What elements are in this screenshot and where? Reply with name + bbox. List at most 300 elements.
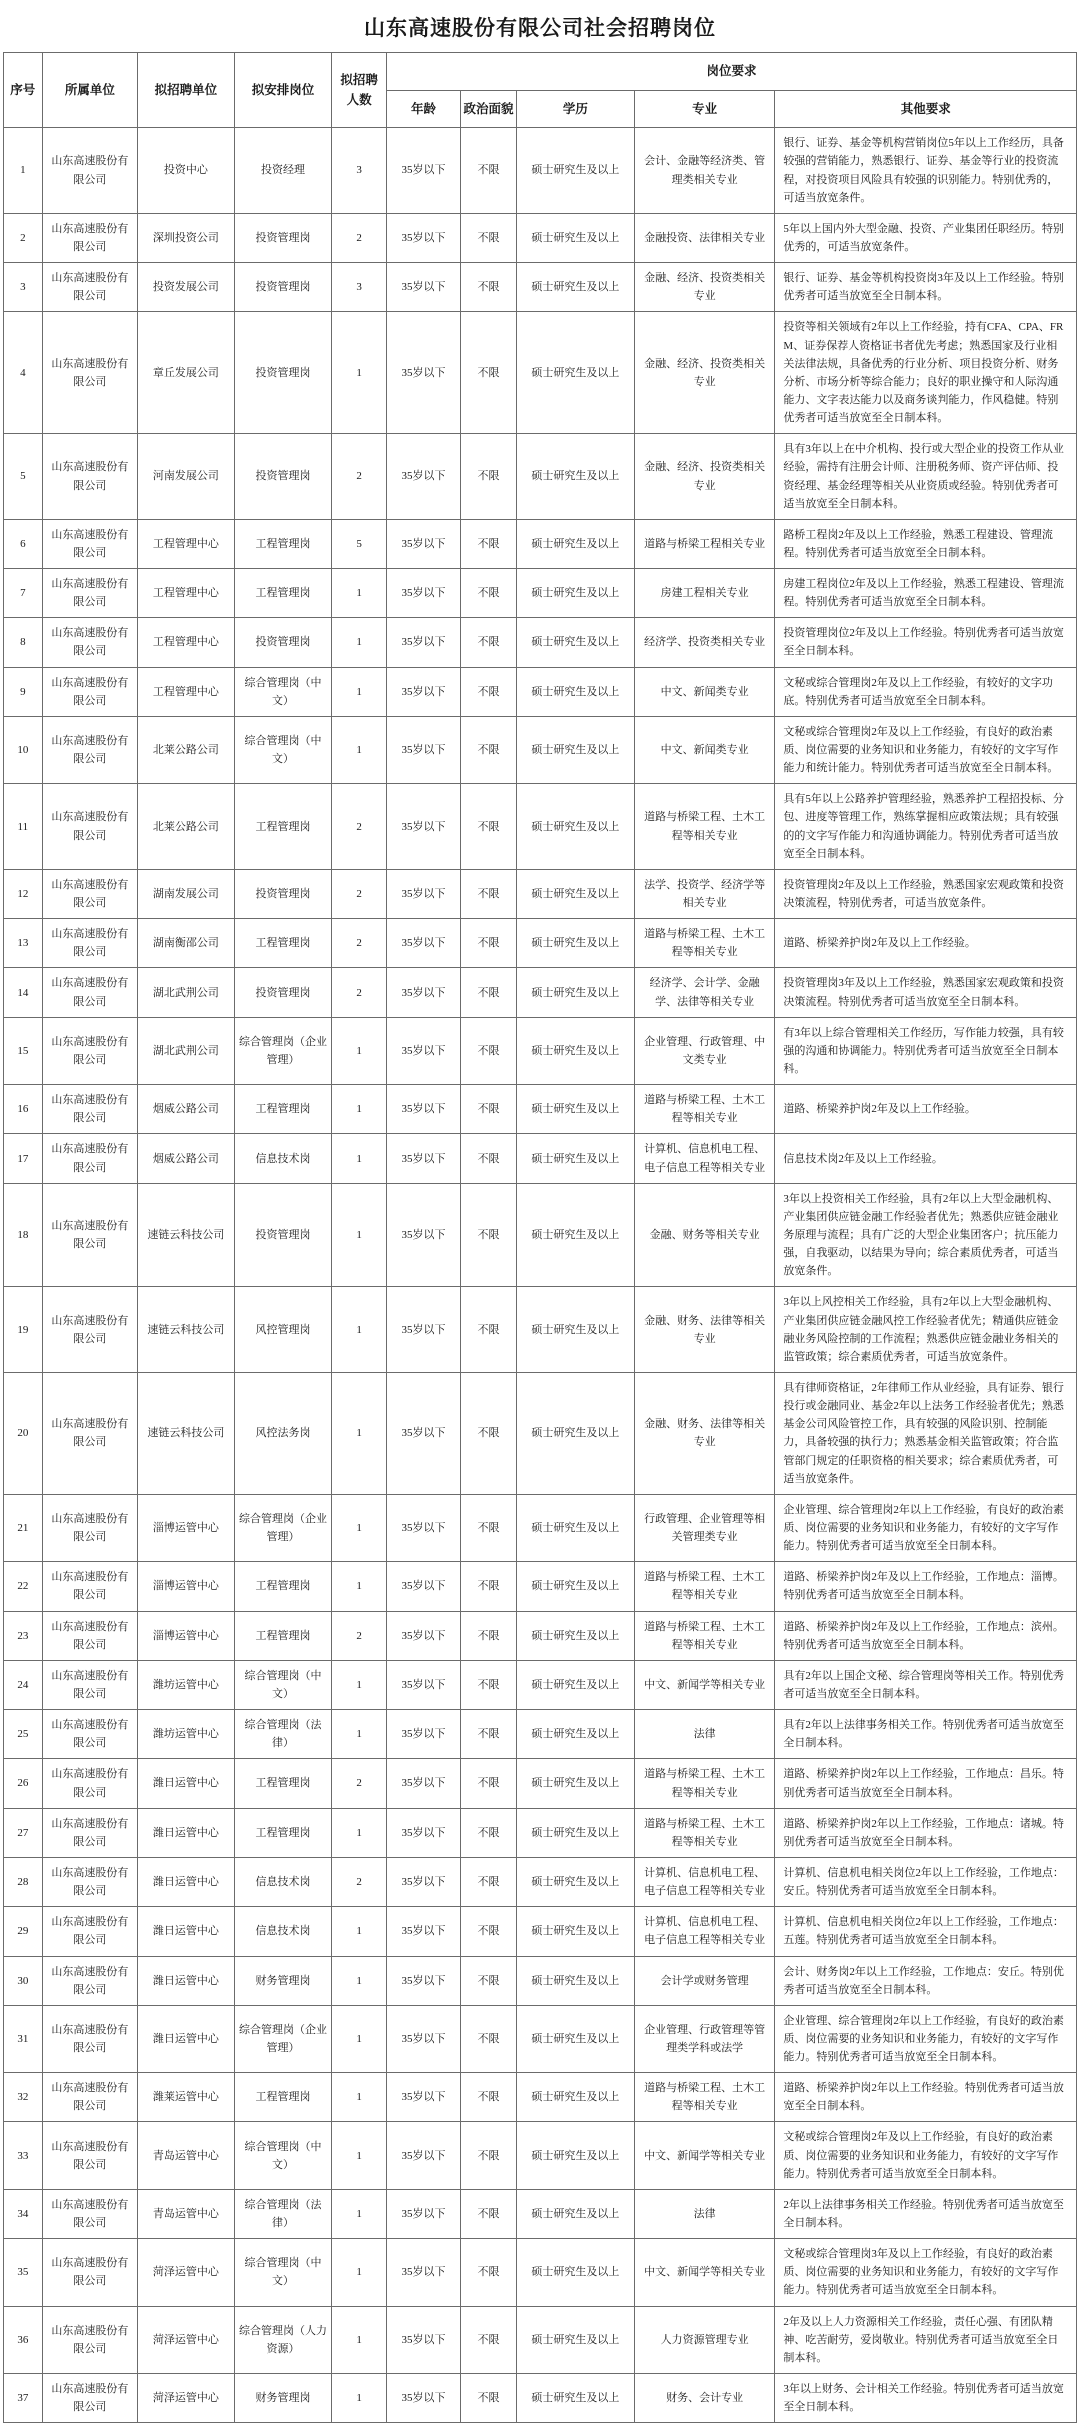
cell-count: 1 — [332, 1372, 387, 1494]
cell-unit: 潍坊运管中心 — [138, 1710, 235, 1759]
cell-age: 35岁以下 — [387, 1372, 461, 1494]
cell-count: 2 — [332, 968, 387, 1017]
table-header — [4, 53, 1077, 128]
cell-count: 1 — [332, 2306, 387, 2373]
cell-political: 不限 — [461, 1562, 517, 1611]
cell-political: 不限 — [461, 1956, 517, 2005]
cell-seq: 7 — [4, 569, 43, 618]
cell-seq: 23 — [4, 1611, 43, 1660]
cell-major: 道路与桥梁工程、土木工程等相关专业 — [634, 1562, 775, 1611]
column-header-requirements-group: 岗位要求 — [387, 53, 1077, 91]
table-row — [4, 919, 1077, 968]
cell-age: 35岁以下 — [387, 919, 461, 968]
table-row — [4, 1660, 1077, 1709]
cell-education: 硕士研究生及以上 — [516, 618, 634, 667]
cell-seq: 24 — [4, 1660, 43, 1709]
cell-major: 财务、会计专业 — [634, 2374, 775, 2423]
cell-other-requirements: 道路、桥梁养护岗2年以上工作经验，工作地点：诸城。特别优秀者可适当放宽至全日制本科。 — [775, 1808, 1077, 1857]
cell-count: 5 — [332, 519, 387, 568]
cell-political: 不限 — [461, 1372, 517, 1494]
cell-position: 综合管理岗（中文） — [234, 1660, 332, 1709]
cell-other-requirements: 银行、证券、基金等机构营销岗位5年以上工作经历，具备较强的营销能力，熟悉银行、证券、基金等行业的投资流程，对投资项目风险具有较强的识别能力。特别优秀的，可适当放宽条件。 — [775, 128, 1077, 214]
cell-org: 山东高速股份有限公司 — [42, 434, 137, 520]
cell-major: 中文、新闻类专业 — [634, 667, 775, 716]
cell-major: 道路与桥梁工程、土木工程等相关专业 — [634, 2073, 775, 2122]
cell-other-requirements: 5年以上国内外大型金融、投资、产业集团任职经历。特别优秀的，可适当放宽条件。 — [775, 213, 1077, 262]
cell-org: 山东高速股份有限公司 — [42, 2122, 137, 2189]
cell-org: 山东高速股份有限公司 — [42, 1562, 137, 1611]
cell-unit: 工程管理中心 — [138, 519, 235, 568]
cell-age: 35岁以下 — [387, 618, 461, 667]
cell-other-requirements: 房建工程岗位2年及以上工作经验，熟悉工程建设、管理流程。特别优秀者可适当放宽至全日制本科。 — [775, 569, 1077, 618]
cell-position: 投资管理岗 — [234, 618, 332, 667]
cell-seq: 13 — [4, 919, 43, 968]
cell-unit: 北莱公路公司 — [138, 784, 235, 870]
cell-org: 山东高速股份有限公司 — [42, 667, 137, 716]
table-row — [4, 2306, 1077, 2373]
cell-unit: 菏泽运管中心 — [138, 2306, 235, 2373]
cell-age: 35岁以下 — [387, 1183, 461, 1287]
cell-education: 硕士研究生及以上 — [516, 1710, 634, 1759]
cell-other-requirements: 3年以上风控相关工作经验，具有2年以上大型金融机构、产业集团供应链金融风控工作经验者优先；精通供应链金融业务风险控制的工作流程；熟悉供应链金融业务相关的监管政策；综合素质优秀者，可适当放宽条件。 — [775, 1287, 1077, 1373]
cell-major: 道路与桥梁工程、土木工程等相关专业 — [634, 1085, 775, 1134]
cell-education: 硕士研究生及以上 — [516, 1494, 634, 1561]
cell-unit: 湖南发展公司 — [138, 869, 235, 918]
cell-education: 硕士研究生及以上 — [516, 569, 634, 618]
cell-unit: 速链云科技公司 — [138, 1372, 235, 1494]
cell-political: 不限 — [461, 263, 517, 312]
cell-education: 硕士研究生及以上 — [516, 1183, 634, 1287]
cell-position: 信息技术岗 — [234, 1134, 332, 1183]
cell-education: 硕士研究生及以上 — [516, 1857, 634, 1906]
cell-education: 硕士研究生及以上 — [516, 2122, 634, 2189]
cell-political: 不限 — [461, 667, 517, 716]
cell-count: 2 — [332, 1611, 387, 1660]
cell-education: 硕士研究生及以上 — [516, 667, 634, 716]
cell-count: 2 — [332, 919, 387, 968]
cell-age: 35岁以下 — [387, 2122, 461, 2189]
cell-other-requirements: 具有3年以上在中介机构、投行或大型企业的投资工作从业经验，需持有注册会计师、注册税务师、资产评估师、投资经理、基金经理等相关从业资质或经验。特别优秀者可适当放宽至全日制本科。 — [775, 434, 1077, 520]
table-row — [4, 1017, 1077, 1084]
table-row — [4, 1611, 1077, 1660]
cell-position: 工程管理岗 — [234, 569, 332, 618]
cell-count: 2 — [332, 1857, 387, 1906]
cell-org: 山东高速股份有限公司 — [42, 1660, 137, 1709]
cell-other-requirements: 具有5年以上公路养护管理经验，熟悉养护工程招投标、分包、进度等管理工作，熟练掌握相应政策法规；具有较强的的文字写作能力和沟通协调能力。特别优秀者可适当放宽至全日制本科。 — [775, 784, 1077, 870]
cell-unit: 潍日运管中心 — [138, 1857, 235, 1906]
cell-political: 不限 — [461, 569, 517, 618]
cell-unit: 深圳投资公司 — [138, 213, 235, 262]
cell-age: 35岁以下 — [387, 128, 461, 214]
cell-seq: 12 — [4, 869, 43, 918]
cell-unit: 菏泽运管中心 — [138, 2239, 235, 2306]
cell-age: 35岁以下 — [387, 2239, 461, 2306]
table-row — [4, 1710, 1077, 1759]
cell-major: 金融、经济、投资类相关专业 — [634, 312, 775, 434]
cell-position: 投资管理岗 — [234, 1183, 332, 1287]
cell-political: 不限 — [461, 1808, 517, 1857]
cell-major: 道路与桥梁工程、土木工程等相关专业 — [634, 919, 775, 968]
cell-major: 会计学或财务管理 — [634, 1956, 775, 2005]
cell-education: 硕士研究生及以上 — [516, 1907, 634, 1956]
cell-education: 硕士研究生及以上 — [516, 263, 634, 312]
cell-other-requirements: 企业管理、综合管理岗2年以上工作经验，有良好的政治素质、岗位需要的业务知识和业务能力，有较好的文字写作能力。特别优秀者可适当放宽至全日制本科。 — [775, 1494, 1077, 1561]
column-header-other: 其他要求 — [775, 90, 1077, 128]
cell-age: 35岁以下 — [387, 1017, 461, 1084]
cell-political: 不限 — [461, 1134, 517, 1183]
cell-unit: 淄博运管中心 — [138, 1494, 235, 1561]
cell-unit: 投资中心 — [138, 128, 235, 214]
cell-seq: 19 — [4, 1287, 43, 1373]
cell-position: 信息技术岗 — [234, 1857, 332, 1906]
cell-position: 风控管理岗 — [234, 1287, 332, 1373]
cell-seq: 35 — [4, 2239, 43, 2306]
cell-other-requirements: 银行、证券、基金等机构投资岗3年及以上工作经验。特别优秀者可适当放宽至全日制本科。 — [775, 263, 1077, 312]
cell-unit: 湖南衡邵公司 — [138, 919, 235, 968]
cell-unit: 青岛运管中心 — [138, 2189, 235, 2238]
cell-count: 1 — [332, 716, 387, 783]
cell-count: 1 — [332, 618, 387, 667]
column-header-count: 拟招聘人数 — [332, 53, 387, 128]
cell-seq: 14 — [4, 968, 43, 1017]
cell-major: 计算机、信息机电工程、电子信息工程等相关专业 — [634, 1134, 775, 1183]
cell-position: 工程管理岗 — [234, 1808, 332, 1857]
cell-org: 山东高速股份有限公司 — [42, 213, 137, 262]
cell-education: 硕士研究生及以上 — [516, 1085, 634, 1134]
cell-education: 硕士研究生及以上 — [516, 213, 634, 262]
table-row — [4, 1808, 1077, 1857]
cell-count: 2 — [332, 784, 387, 870]
column-header-education: 学历 — [516, 90, 634, 128]
cell-org: 山东高速股份有限公司 — [42, 1808, 137, 1857]
cell-unit: 潍坊运管中心 — [138, 1660, 235, 1709]
cell-major: 法学、投资学、经济学等相关专业 — [634, 869, 775, 918]
cell-major: 行政管理、企业管理等相关管理类专业 — [634, 1494, 775, 1561]
table-row — [4, 968, 1077, 1017]
cell-org: 山东高速股份有限公司 — [42, 1857, 137, 1906]
cell-major: 经济学、投资类相关专业 — [634, 618, 775, 667]
cell-education: 硕士研究生及以上 — [516, 1759, 634, 1808]
cell-org: 山东高速股份有限公司 — [42, 569, 137, 618]
table-row — [4, 1907, 1077, 1956]
cell-org: 山东高速股份有限公司 — [42, 784, 137, 870]
table-row — [4, 1759, 1077, 1808]
cell-political: 不限 — [461, 2306, 517, 2373]
table-row — [4, 1494, 1077, 1561]
cell-org: 山东高速股份有限公司 — [42, 312, 137, 434]
cell-major: 道路与桥梁工程、土木工程等相关专业 — [634, 784, 775, 870]
cell-count: 1 — [332, 1085, 387, 1134]
cell-major: 金融、经济、投资类相关专业 — [634, 263, 775, 312]
cell-position: 综合管理岗（中文） — [234, 2122, 332, 2189]
cell-unit: 速链云科技公司 — [138, 1287, 235, 1373]
cell-major: 房建工程相关专业 — [634, 569, 775, 618]
cell-unit: 工程管理中心 — [138, 667, 235, 716]
cell-position: 工程管理岗 — [234, 919, 332, 968]
cell-major: 道路与桥梁工程、土木工程等相关专业 — [634, 1808, 775, 1857]
cell-age: 35岁以下 — [387, 213, 461, 262]
cell-political: 不限 — [461, 519, 517, 568]
cell-seq: 5 — [4, 434, 43, 520]
cell-position: 综合管理岗（中文） — [234, 2239, 332, 2306]
table-row — [4, 312, 1077, 434]
cell-other-requirements: 具有律师资格证，2年律师工作从业经验，具有证券、银行投行或金融同业、基金2年以上法务工作经验者优先；熟悉基金公司风险管控工作，具有较强的风险识别、控制能力，具备较强的执行力；熟悉基金相关监管政策；符合监管部门规定的任职资格的相关要求；综合素质优秀者，可适当放宽条件。 — [775, 1372, 1077, 1494]
cell-education: 硕士研究生及以上 — [516, 434, 634, 520]
cell-age: 35岁以下 — [387, 667, 461, 716]
cell-other-requirements: 道路、桥梁养护岗2年及以上工作经验。 — [775, 1085, 1077, 1134]
cell-major: 企业管理、行政管理等管理类学科或法学 — [634, 2005, 775, 2072]
cell-political: 不限 — [461, 1759, 517, 1808]
cell-political: 不限 — [461, 2122, 517, 2189]
cell-unit: 菏泽运管中心 — [138, 2374, 235, 2423]
cell-major: 中文、新闻类专业 — [634, 716, 775, 783]
cell-major: 会计、金融等经济类、管理类相关专业 — [634, 128, 775, 214]
table-row — [4, 434, 1077, 520]
table-row — [4, 1085, 1077, 1134]
cell-seq: 29 — [4, 1907, 43, 1956]
cell-position: 投资管理岗 — [234, 263, 332, 312]
cell-political: 不限 — [461, 1611, 517, 1660]
cell-count: 1 — [332, 1017, 387, 1084]
cell-political: 不限 — [461, 1907, 517, 1956]
cell-other-requirements: 投资等相关领域有2年以上工作经验，持有CFA、CPA、FRM、证券保荐人资格证书者优先考虑；熟悉国家及行业相关法律法规，具备优秀的行业分析、项目投资分析、财务分析、市场分析等综合能力；良好的职业操守和人际沟通能力、文字表达能力以及商务谈判能力，作风稳健。特别优秀者可适当放宽至全日制本科。 — [775, 312, 1077, 434]
cell-seq: 28 — [4, 1857, 43, 1906]
cell-count: 3 — [332, 128, 387, 214]
cell-unit: 湖北武荆公司 — [138, 968, 235, 1017]
cell-education: 硕士研究生及以上 — [516, 1562, 634, 1611]
cell-unit: 章丘发展公司 — [138, 312, 235, 434]
cell-unit: 河南发展公司 — [138, 434, 235, 520]
cell-major: 企业管理、行政管理、中文类专业 — [634, 1017, 775, 1084]
cell-education: 硕士研究生及以上 — [516, 128, 634, 214]
cell-political: 不限 — [461, 716, 517, 783]
cell-position: 工程管理岗 — [234, 1611, 332, 1660]
cell-seq: 11 — [4, 784, 43, 870]
cell-seq: 25 — [4, 1710, 43, 1759]
cell-count: 1 — [332, 312, 387, 434]
cell-count: 1 — [332, 667, 387, 716]
cell-education: 硕士研究生及以上 — [516, 968, 634, 1017]
cell-position: 投资经理 — [234, 128, 332, 214]
table-row — [4, 213, 1077, 262]
cell-age: 35岁以下 — [387, 1562, 461, 1611]
cell-other-requirements: 具有2年以上法律事务相关工作。特别优秀者可适当放宽至全日制本科。 — [775, 1710, 1077, 1759]
cell-position: 投资管理岗 — [234, 869, 332, 918]
cell-count: 2 — [332, 213, 387, 262]
cell-position: 工程管理岗 — [234, 784, 332, 870]
cell-org: 山东高速股份有限公司 — [42, 919, 137, 968]
cell-seq: 16 — [4, 1085, 43, 1134]
cell-age: 35岁以下 — [387, 1134, 461, 1183]
cell-political: 不限 — [461, 434, 517, 520]
cell-other-requirements: 道路、桥梁养护岗2年以上工作经验。特别优秀者可适当放宽至全日制本科。 — [775, 2073, 1077, 2122]
column-header-major: 专业 — [634, 90, 775, 128]
cell-political: 不限 — [461, 968, 517, 1017]
cell-position: 工程管理岗 — [234, 1759, 332, 1808]
table-row — [4, 2374, 1077, 2423]
cell-seq: 15 — [4, 1017, 43, 1084]
cell-seq: 21 — [4, 1494, 43, 1561]
cell-seq: 22 — [4, 1562, 43, 1611]
cell-age: 35岁以下 — [387, 312, 461, 434]
cell-position: 投资管理岗 — [234, 434, 332, 520]
cell-count: 1 — [332, 1710, 387, 1759]
cell-other-requirements: 道路、桥梁养护岗2年及以上工作经验，工作地点：淄博。特别优秀者可适当放宽至全日制本科。 — [775, 1562, 1077, 1611]
cell-org: 山东高速股份有限公司 — [42, 2189, 137, 2238]
cell-political: 不限 — [461, 869, 517, 918]
cell-org: 山东高速股份有限公司 — [42, 1183, 137, 1287]
cell-other-requirements: 投资管理岗2年及以上工作经验，熟悉国家宏观政策和投资决策流程，特别优秀者，可适当放宽条件。 — [775, 869, 1077, 918]
cell-political: 不限 — [461, 784, 517, 870]
cell-political: 不限 — [461, 618, 517, 667]
cell-position: 综合管理岗（企业管理） — [234, 1017, 332, 1084]
cell-other-requirements: 路桥工程岗2年及以上工作经验，熟悉工程建设、管理流程。特别优秀者可适当放宽至全日制本科。 — [775, 519, 1077, 568]
table-row — [4, 2239, 1077, 2306]
cell-count: 2 — [332, 1759, 387, 1808]
cell-age: 35岁以下 — [387, 1710, 461, 1759]
cell-age: 35岁以下 — [387, 569, 461, 618]
cell-unit: 速链云科技公司 — [138, 1183, 235, 1287]
cell-unit: 烟威公路公司 — [138, 1085, 235, 1134]
cell-education: 硕士研究生及以上 — [516, 716, 634, 783]
cell-political: 不限 — [461, 1287, 517, 1373]
cell-org: 山东高速股份有限公司 — [42, 1287, 137, 1373]
cell-age: 35岁以下 — [387, 434, 461, 520]
cell-age: 35岁以下 — [387, 1857, 461, 1906]
cell-education: 硕士研究生及以上 — [516, 1611, 634, 1660]
cell-education: 硕士研究生及以上 — [516, 312, 634, 434]
column-header-seq: 序号 — [4, 53, 43, 128]
cell-age: 35岁以下 — [387, 1660, 461, 1709]
table-row — [4, 1183, 1077, 1287]
cell-political: 不限 — [461, 1857, 517, 1906]
cell-seq: 2 — [4, 213, 43, 262]
table-row — [4, 869, 1077, 918]
cell-count: 1 — [332, 1808, 387, 1857]
cell-seq: 26 — [4, 1759, 43, 1808]
cell-org: 山东高速股份有限公司 — [42, 2005, 137, 2072]
cell-position: 综合管理岗（法律） — [234, 2189, 332, 2238]
cell-unit: 潍莱运管中心 — [138, 2073, 235, 2122]
cell-major: 中文、新闻学等相关专业 — [634, 1660, 775, 1709]
cell-education: 硕士研究生及以上 — [516, 1134, 634, 1183]
cell-seq: 37 — [4, 2374, 43, 2423]
cell-count: 1 — [332, 2005, 387, 2072]
cell-age: 35岁以下 — [387, 1611, 461, 1660]
cell-count: 1 — [332, 2073, 387, 2122]
cell-other-requirements: 道路、桥梁养护岗2年及以上工作经验。 — [775, 919, 1077, 968]
cell-position: 综合管理岗（中文） — [234, 667, 332, 716]
cell-position: 信息技术岗 — [234, 1907, 332, 1956]
table-row — [4, 667, 1077, 716]
cell-org: 山东高速股份有限公司 — [42, 1494, 137, 1561]
cell-org: 山东高速股份有限公司 — [42, 1710, 137, 1759]
cell-position: 投资管理岗 — [234, 312, 332, 434]
table-row — [4, 569, 1077, 618]
cell-org: 山东高速股份有限公司 — [42, 1372, 137, 1494]
cell-political: 不限 — [461, 2374, 517, 2423]
cell-unit: 淄博运管中心 — [138, 1562, 235, 1611]
cell-major: 计算机、信息机电工程、电子信息工程等相关专业 — [634, 1857, 775, 1906]
cell-seq: 1 — [4, 128, 43, 214]
cell-seq: 18 — [4, 1183, 43, 1287]
cell-count: 1 — [332, 2122, 387, 2189]
cell-org: 山东高速股份有限公司 — [42, 263, 137, 312]
column-header-political: 政治面貌 — [461, 90, 517, 128]
cell-org: 山东高速股份有限公司 — [42, 1907, 137, 1956]
cell-org: 山东高速股份有限公司 — [42, 618, 137, 667]
cell-count: 2 — [332, 869, 387, 918]
cell-unit: 淄博运管中心 — [138, 1611, 235, 1660]
cell-seq: 33 — [4, 2122, 43, 2189]
cell-other-requirements: 计算机、信息机电相关岗位2年以上工作经验，工作地点：五莲。特别优秀者可适当放宽至全日制本科。 — [775, 1907, 1077, 1956]
recruitment-table — [3, 52, 1077, 2423]
cell-other-requirements: 3年以上投资相关工作经验，具有2年以上大型金融机构、产业集团供应链金融工作经验者优先；熟悉供应链金融业务原理与流程；具有广泛的大型企业集团客户；抗压能力强，自我驱动，以结果为导向；综合素质优秀者，可适当放宽条件。 — [775, 1183, 1077, 1287]
cell-other-requirements: 文秘或综合管理岗2年及以上工作经验，有良好的政治素质、岗位需要的业务知识和业务能力，有较好的文字写作能力和统计能力。特别优秀者可适当放宽至全日制本科。 — [775, 716, 1077, 783]
cell-org: 山东高速股份有限公司 — [42, 128, 137, 214]
cell-count: 1 — [332, 1287, 387, 1373]
cell-age: 35岁以下 — [387, 1759, 461, 1808]
cell-other-requirements: 信息技术岗2年及以上工作经验。 — [775, 1134, 1077, 1183]
cell-unit: 潍日运管中心 — [138, 1907, 235, 1956]
cell-major: 中文、新闻学等相关专业 — [634, 2122, 775, 2189]
cell-unit: 工程管理中心 — [138, 618, 235, 667]
cell-unit: 青岛运管中心 — [138, 2122, 235, 2189]
cell-org: 山东高速股份有限公司 — [42, 2239, 137, 2306]
cell-age: 35岁以下 — [387, 716, 461, 783]
cell-political: 不限 — [461, 2239, 517, 2306]
cell-other-requirements: 计算机、信息机电相关岗位2年以上工作经验，工作地点：安丘。特别优秀者可适当放宽至全日制本科。 — [775, 1857, 1077, 1906]
cell-age: 35岁以下 — [387, 2374, 461, 2423]
cell-political: 不限 — [461, 1710, 517, 1759]
cell-other-requirements: 具有2年以上国企文秘、综合管理岗等相关工作。特别优秀者可适当放宽至全日制本科。 — [775, 1660, 1077, 1709]
cell-other-requirements: 文秘或综合管理岗2年及以上工作经验，有良好的政治素质、岗位需要的业务知识和业务能力，有较好的文字写作能力。特别优秀者可适当放宽至全日制本科。 — [775, 2122, 1077, 2189]
table-row — [4, 1134, 1077, 1183]
cell-other-requirements: 文秘或综合管理岗3年及以上工作经验，有良好的政治素质、岗位需要的业务知识和业务能力，有较好的文字写作能力。特别优秀者可适当放宽至全日制本科。 — [775, 2239, 1077, 2306]
cell-position: 工程管理岗 — [234, 2073, 332, 2122]
column-header-age: 年龄 — [387, 90, 461, 128]
cell-seq: 34 — [4, 2189, 43, 2238]
cell-education: 硕士研究生及以上 — [516, 869, 634, 918]
cell-org: 山东高速股份有限公司 — [42, 1134, 137, 1183]
cell-political: 不限 — [461, 2189, 517, 2238]
cell-seq: 4 — [4, 312, 43, 434]
cell-count: 1 — [332, 1562, 387, 1611]
cell-org: 山东高速股份有限公司 — [42, 2073, 137, 2122]
cell-age: 35岁以下 — [387, 1494, 461, 1561]
cell-seq: 27 — [4, 1808, 43, 1857]
cell-unit: 潍日运管中心 — [138, 2005, 235, 2072]
column-header-position: 拟安排岗位 — [234, 53, 332, 128]
cell-major: 法律 — [634, 1710, 775, 1759]
cell-age: 35岁以下 — [387, 2005, 461, 2072]
cell-seq: 6 — [4, 519, 43, 568]
cell-org: 山东高速股份有限公司 — [42, 968, 137, 1017]
cell-education: 硕士研究生及以上 — [516, 2306, 634, 2373]
table-row — [4, 2122, 1077, 2189]
cell-major: 金融、财务、法律等相关专业 — [634, 1372, 775, 1494]
cell-count: 1 — [332, 1494, 387, 1561]
cell-other-requirements: 道路、桥梁养护岗2年以上工作经验，工作地点：昌乐。特别优秀者可适当放宽至全日制本科。 — [775, 1759, 1077, 1808]
cell-count: 1 — [332, 1134, 387, 1183]
cell-age: 35岁以下 — [387, 968, 461, 1017]
cell-count: 1 — [332, 2374, 387, 2423]
cell-major: 经济学、会计学、金融学、法律等相关专业 — [634, 968, 775, 1017]
cell-major: 道路与桥梁工程、土木工程等相关专业 — [634, 1759, 775, 1808]
cell-education: 硕士研究生及以上 — [516, 1287, 634, 1373]
cell-age: 35岁以下 — [387, 1085, 461, 1134]
cell-count: 1 — [332, 1956, 387, 2005]
